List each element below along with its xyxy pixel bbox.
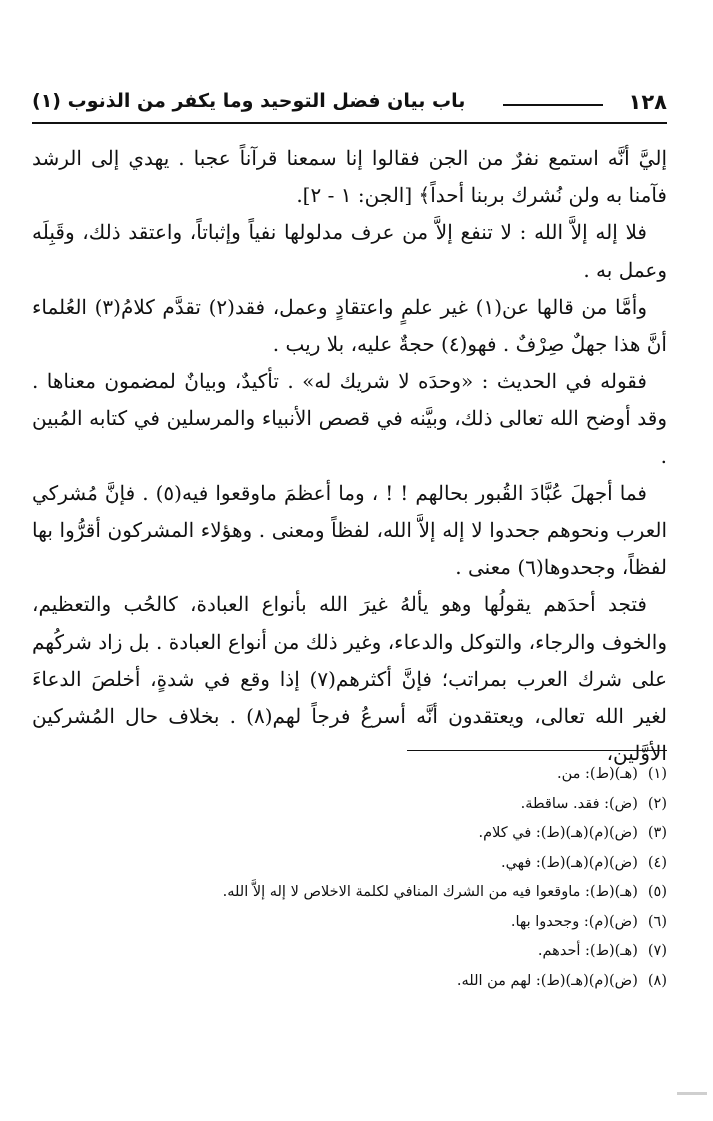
footnote-text: (ض)(م)(هـ)(ط): فهي.	[500, 854, 638, 871]
footnote-text: (هـ)(ط): من.	[557, 766, 638, 782]
scan-edge-mark	[677, 1092, 707, 1095]
main-text	[32, 140, 667, 772]
chapter-title: باب بيان فضل التوحيد وما يكفر من الذنوب (١)	[32, 90, 466, 112]
footnote-text: (ض): فقد. ساقطة.	[520, 795, 638, 812]
paragraph: إليَّ أنَّه استمع نفرٌ من الجن فقالوا إنا سمعنا قرآناً عجبا . يهدي إلى الرشد فآمنا به ولن نُشرك بربنا أحداً﴾ [الجن: ١ - ٢].	[32, 146, 667, 208]
footnote-number: (٤)	[647, 854, 667, 871]
footnote	[32, 937, 667, 967]
footnote-number: (٢)	[647, 795, 667, 812]
footnote-text: (ض)(م)(هـ)(ط): في كلام.	[478, 825, 638, 841]
footnote-number: (٥)	[647, 884, 667, 900]
page-number: ١٢٨	[628, 90, 667, 114]
header-rule	[503, 104, 603, 106]
footnote-text: (ض)(م)(هـ)(ط): لهم من الله.	[456, 972, 638, 989]
footnote	[32, 908, 667, 938]
footnote	[32, 967, 667, 997]
footnote	[32, 819, 667, 849]
paragraph: فقوله في الحديث : «وحدَه لا شريك له» . تأكيدٌ، وبيانٌ لمضمون معناها . وقد أوضح الله تعالى ذلك، وبيَّنه في قصص الأنبياء والمرسلين في كتابه المُبين .	[32, 369, 667, 468]
paragraph: فتجد أحدَهم يقولُها وهو يألهُ غيرَ الله بأنواع العبادة، كالحُب والتعظيم، والخوف والرجاء، والتوكل والدعاء، وغير ذلك من أنواع العبادة . بل زاد شركُهم على شرك العرب بمراتب؛ فإنَّ أكثرهم(٧) إذا وقع في شدةٍ، أخلصَ الدعاءَ لغير الله تعالى، ويعتقدون أنَّه أسرعُ فرجاً لهم(٨) . بخلاف حال المُشركين الأوَّلين،	[32, 592, 668, 766]
footnote-number: (١)	[647, 766, 667, 782]
footnotes-list	[32, 760, 667, 996]
footnote-number: (٧)	[647, 943, 667, 959]
paragraph: فلا إله إلاَّ الله : لا تنفع إلاَّ من عرف مدلولها نفياً وإثباتاً، واعتقد ذلك، وقَبِلَه وعمل به .	[32, 220, 667, 282]
footnote-number: (٦)	[647, 913, 667, 930]
footnote	[32, 790, 667, 820]
paragraph: فما أجهلَ عُبَّادَ القُبور بحالهم ! ! ، وما أعظمَ ماوقعوا فيه(٥) . فإنَّ مُشركي العرب ونحوهم جحدوا لا إله إلاَّ الله، لفظاً ومعنى . وهؤلاء المشركون أقرُّوا بها لفظاً، وجحدوها(٦) معنى .	[32, 480, 667, 580]
paragraph: وأمَّا من قالها عن(١) غير علمٍ واعتقادٍ وعمل، فقد(٢) تقدَّم كلامُ(٣) العُلماء أنَّ هذا جهلٌ صِرْفٌ . فهو(٤) حجةٌ عليه، بلا ريب .	[32, 294, 667, 357]
page-header	[32, 88, 667, 124]
footnote	[32, 878, 667, 908]
footnote-number: (٨)	[647, 972, 667, 989]
footnote-separator	[407, 750, 667, 751]
footnote	[32, 849, 667, 879]
footnote-text: (ض)(م): وجحدوا بها.	[510, 913, 638, 930]
footnote-text: (هـ)(ط): أحدهم.	[537, 943, 638, 959]
footnote	[32, 760, 667, 790]
footnote-number: (٣)	[647, 825, 667, 841]
footnote-text: (هـ)(ط): ماوقعوا فيه من الشرك المنافي لكلمة الاخلاص لا إله إلاَّ الله.	[222, 884, 638, 900]
